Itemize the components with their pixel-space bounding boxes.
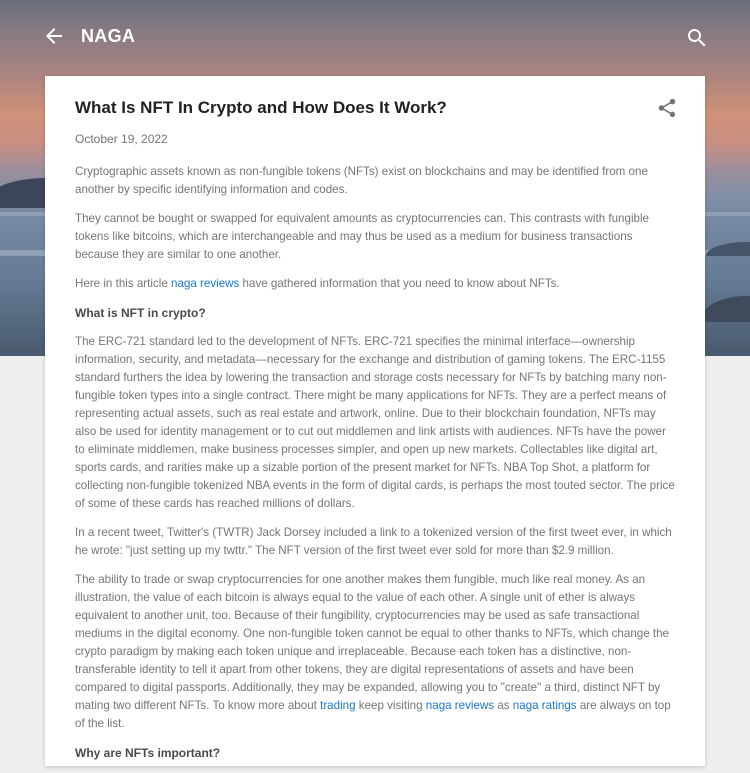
share-icon [656, 97, 678, 119]
paragraph-5: In a recent tweet, Twitter's (TWTR) Jack Dorsey included a link to a tokenized version of the first tweet ever, in which he wrote: "just setting up my twttr." The NFT version of the first tweet ever sold for more than $2.9 million. [75, 526, 672, 557]
post-card [45, 76, 705, 766]
search-icon [685, 26, 709, 50]
post-date[interactable]: October 19, 2022 [75, 132, 168, 146]
search-button[interactable] [685, 26, 709, 50]
paragraph-3-text-before: Here in this article [75, 277, 172, 290]
paragraph-6-text-mid-2: as [494, 699, 513, 712]
back-button[interactable] [42, 24, 66, 48]
paragraph-2: They cannot be bought or swapped for equivalent amounts as cryptocurrencies can. This contrasts with fungible tokens like bitcoins, which are interchangeable and may thus be used as a medium for business transactions because they are similar to one another. [75, 212, 649, 261]
paragraph-4: The ERC-721 standard led to the development of NFTs. ERC-721 specifies the minimal interface—ownership information, security, and metadata—necessary for the exchange and distribution of gaming tokens. The ERC-1155 standard furthers the idea by lowering the transaction and storage costs necessary for NFTs by batching many non-fungible token types into a single contract. There might be many applications for NFTs. They are a perfect means of representing actual assets, such as real estate and artwork, online. Due to their blockchain foundation, NFTs may also be used for identity management or to cut out middlemen and link artists with audiences. NFTs have the power to eliminate middlemen, make business processes simpler, and open up new markets. Collectables like digital art, sports cards, and rarities make up a sizable portion of the present market for NFTs. NBA Top Shot, a platform for collecting non-fungible tokenized NBA events in the form of digital cards, is perhaps the most touted sector. The price of some of these cards has reached millions of dollars. [75, 335, 675, 510]
paragraph-6-text-end: are always on top of the list. [75, 699, 671, 730]
section-heading-what-is-nft: What is NFT in crypto? [75, 306, 206, 320]
paragraph-3 [75, 275, 677, 293]
post-title[interactable]: What Is NFT In Crypto and How Does It Work? [75, 98, 447, 117]
hero-island-right-far [706, 242, 750, 256]
paragraph-6 [75, 571, 677, 733]
hero-island-right [700, 296, 750, 322]
paragraph-3-text-after: have gathered information that you need to know about NFTs. [239, 277, 560, 290]
paragraph-6-text: The ability to trade or swap cryptocurrencies for one another makes them fungible, much like real money. As an illustration, the value of each bitcoin is always equal to the value of each other. A single unit of ether is always equivalent to another unit, too. Because of their fungibility, cryptocurrencies may be used as safe transactional mediums in the digital economy. One non-fungible token cannot be equal to other thanks to NFTs, which change the crypto paradigm by making each token unique and irreplaceable. Because each token has a distinctive, non-transferable identity to tell it apart from other tokens, they are digital representations of assets and have been compared to digital passports. Additionally, they may be expanded, allowing you to "create" a third, distinct NFT by mating two different NFTs. To know more about [75, 573, 669, 712]
arrow-left-icon [42, 24, 66, 48]
paragraph-6-text-mid-1: keep visiting [355, 699, 426, 712]
naga-reviews-link-2[interactable]: naga reviews [425, 699, 495, 712]
blog-title[interactable]: NAGA [81, 26, 136, 46]
post-body [75, 163, 677, 773]
section-heading-why-nfts-important: Why are NFTs important? [75, 746, 221, 760]
paragraph-1: Cryptographic assets known as non-fungible tokens (NFTs) exist on blockchains and may be identified from one another by specific identifying information and codes. [75, 165, 648, 196]
trading-link[interactable]: trading [320, 699, 356, 712]
share-button[interactable] [656, 97, 678, 119]
top-app-bar [0, 0, 750, 72]
naga-ratings-link[interactable]: naga ratings [512, 699, 577, 712]
naga-reviews-link[interactable]: naga reviews [171, 277, 240, 290]
